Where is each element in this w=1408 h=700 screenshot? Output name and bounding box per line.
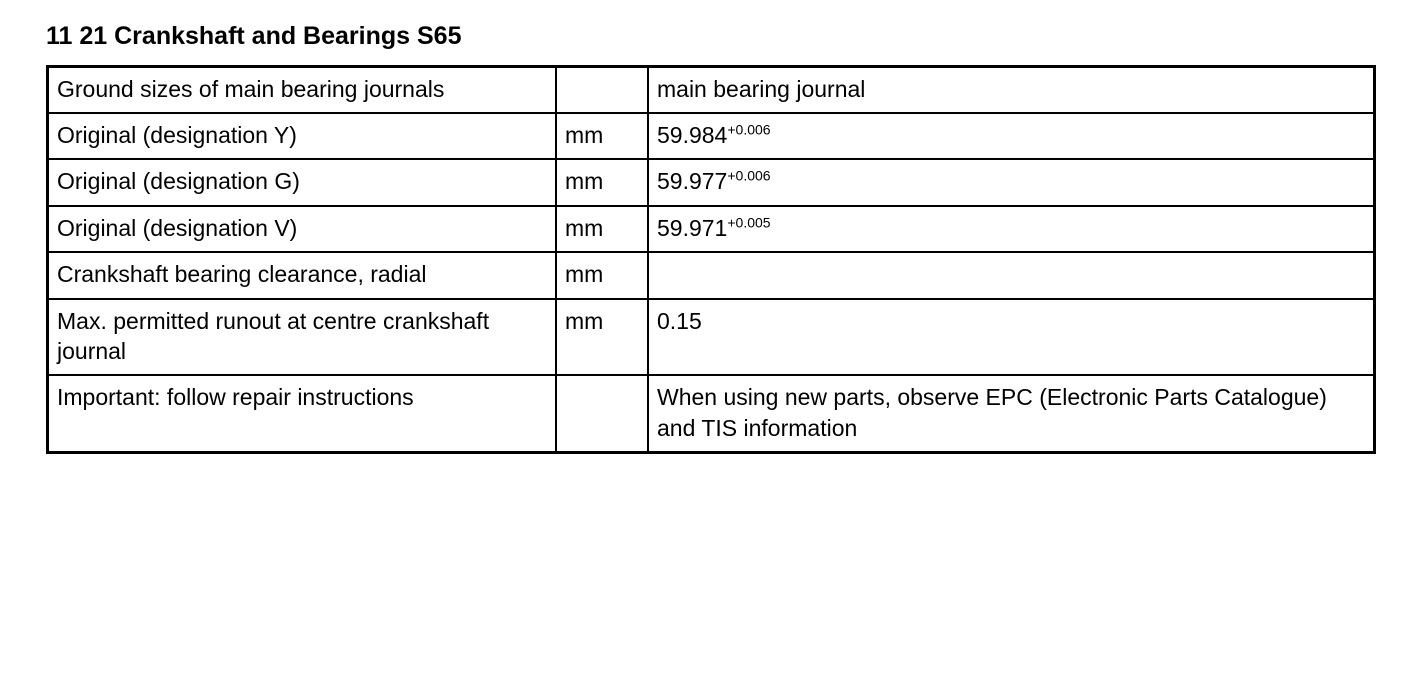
row-value bbox=[648, 299, 1375, 376]
row-value bbox=[648, 252, 1375, 298]
row-label: Crankshaft bearing clearance, radial bbox=[48, 252, 557, 298]
row-unit: mm bbox=[556, 252, 648, 298]
row-value-text: 59.971 bbox=[657, 214, 728, 241]
row-value bbox=[648, 206, 1375, 252]
row-label: Ground sizes of main bearing journals bbox=[48, 66, 557, 113]
table-row bbox=[48, 113, 1375, 159]
row-value-text: main bearing journal bbox=[657, 75, 866, 102]
row-value-tolerance: +0.005 bbox=[727, 214, 771, 231]
row-unit: mm bbox=[556, 159, 648, 205]
row-label: Max. permitted runout at centre crankshaft journal bbox=[48, 299, 557, 376]
row-unit bbox=[556, 375, 648, 452]
row-value bbox=[648, 66, 1375, 113]
row-value-text: 59.977 bbox=[657, 168, 728, 195]
row-value bbox=[648, 159, 1375, 205]
page-title: 11 21 Crankshaft and Bearings S65 bbox=[46, 22, 462, 50]
row-label: Original (designation G) bbox=[48, 159, 557, 205]
row-value-text: 59.984 bbox=[657, 122, 728, 149]
row-value-text: 0.15 bbox=[657, 307, 702, 334]
table-row bbox=[48, 159, 1375, 205]
row-unit: mm bbox=[556, 206, 648, 252]
row-value-tolerance: +0.006 bbox=[727, 121, 771, 138]
row-label: Original (designation Y) bbox=[48, 113, 557, 159]
row-value bbox=[648, 375, 1375, 452]
row-label: Original (designation V) bbox=[48, 206, 557, 252]
row-unit: mm bbox=[556, 299, 648, 376]
specifications-table bbox=[46, 65, 1376, 454]
row-value bbox=[648, 113, 1375, 159]
row-value-tolerance: +0.006 bbox=[727, 167, 771, 184]
row-unit: mm bbox=[556, 113, 648, 159]
row-label: Important: follow repair instructions bbox=[48, 375, 557, 452]
row-value-text: When using new parts, observe EPC (Electronic Parts Catalogue) and TIS information bbox=[657, 384, 1327, 441]
table-row bbox=[48, 206, 1375, 252]
table-row bbox=[48, 66, 1375, 113]
table-row bbox=[48, 299, 1375, 376]
table-row bbox=[48, 375, 1375, 452]
table-row bbox=[48, 252, 1375, 298]
row-unit bbox=[556, 66, 648, 113]
